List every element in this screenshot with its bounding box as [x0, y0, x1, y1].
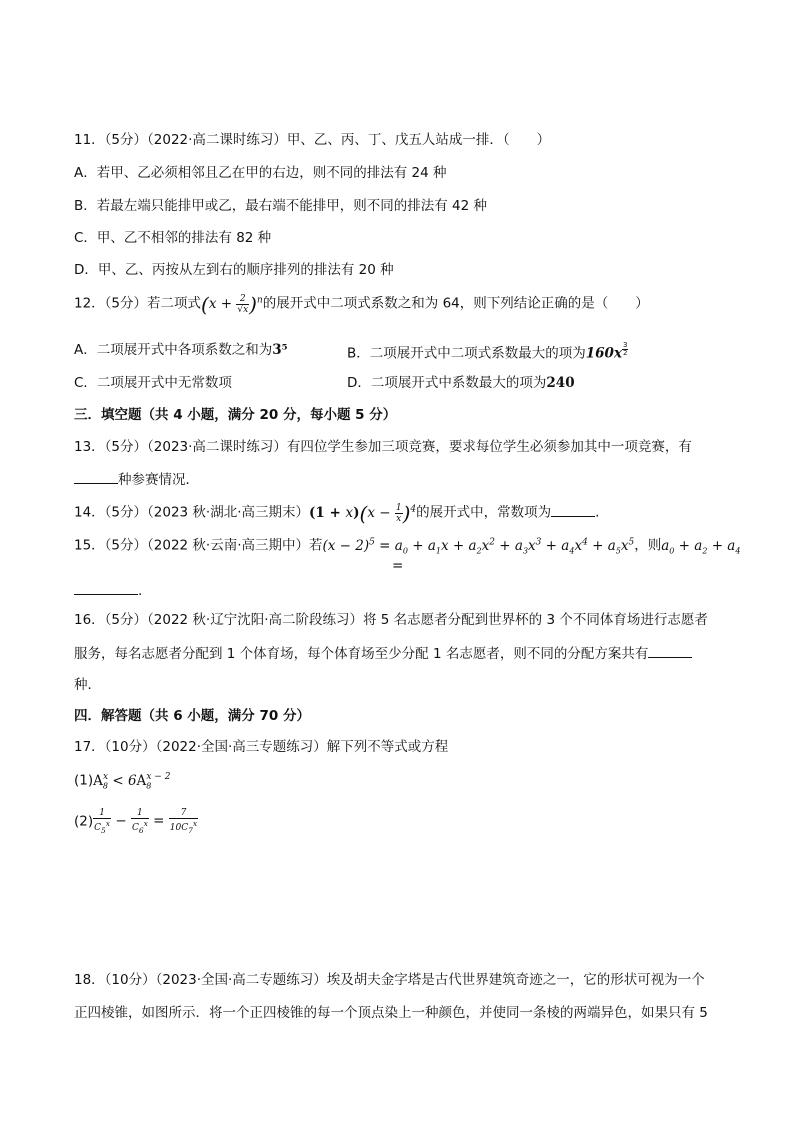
- q14-expression: (1 + x)(x − $\frac{1}{x}$ )$^4$: [309, 501, 417, 525]
- q13-blank[interactable]: [74, 469, 118, 484]
- q11-option-d: D．甲、乙、丙按从左到右的顺序排列的排法有 20 种: [74, 262, 394, 278]
- q11-stem: 11．（5分）（2022·高二课时练习）甲、乙、丙、丁、戊五人站成一排．（ ）: [74, 132, 551, 148]
- q17-part1-math: $A_8^x < 6A_8^{x - 2}$: [93, 772, 171, 791]
- q15-stem: [74, 532, 740, 561]
- q16-blank[interactable]: [648, 643, 692, 658]
- q15-prefix: 15．（5分）（2022 秋·云南·高三期中）若: [74, 537, 323, 554]
- q17-part2: [74, 808, 198, 836]
- q12-option-d: [347, 373, 575, 393]
- q16-line2-text: 服务，每名志愿者分配到 1 个体育场，每个体育场至少分配 1 名志愿者，则不同的分配方案共有: [74, 646, 649, 662]
- q16-line3: 种．: [74, 677, 101, 693]
- q14-prefix: 14．（5分）（2023 秋·湖北·高三期末）: [74, 504, 309, 521]
- q13-line1: 13．（5分）（2023·高二课时练习）有四位学生参加三项竞赛，要求每位学生必须参加其中一项竞赛，有: [74, 439, 692, 455]
- q12-option-a-text: A．二项展开式中各项系数之和为: [74, 342, 273, 358]
- q18-line2: 正四棱锥，如图所示．将一个正四棱锥的每一个顶点染上一种颜色，并使同一条棱的两端异色，如果只有 5: [74, 1005, 708, 1021]
- q15-blank[interactable]: [74, 580, 138, 595]
- q17-part2-math: $\frac{1}{C_5^x}$ − $\frac{1}{C_6^x}$ = $\frac{7}{10C_7^x}$: [94, 808, 198, 835]
- q14-suffix: 的展开式中，常数项为: [416, 504, 552, 521]
- q12-binomial: (x + $\frac{2}{√x}$ )$^n$: [201, 292, 263, 316]
- q17-part2-label: (2): [74, 813, 94, 830]
- q12-suffix: 的展开式中二项式系数之和为 64，则下列结论正确的是（ ）: [262, 295, 649, 312]
- q12-option-a: [74, 340, 288, 360]
- q12-prefix: 12．（5分）若二项式: [74, 295, 202, 312]
- q15-sum: $a_0 + a_2 + a_4$: [661, 537, 741, 556]
- q12-stem: [74, 290, 649, 315]
- q17-stem: 17．（10分）（2022·全国·高三专题练习）解下列不等式或方程: [74, 739, 449, 755]
- q12-option-a-math: 3⁵: [272, 342, 288, 358]
- q13-line2-text: 种参赛情况．: [118, 472, 199, 488]
- q12-option-b-text: B．二项展开式中二项式系数最大的项为: [347, 345, 586, 362]
- q13-line2: [74, 469, 199, 490]
- q18-line1: 18．（10分）（2023·全国·高二专题练习）埃及胡夫金字塔是古代世界建筑奇迹之一，它的形状可视为一个: [74, 972, 705, 988]
- q11-option-c: C．甲、乙不相邻的排法有 82 种: [74, 230, 272, 246]
- q11-option-b: B．若最左端只能排甲或乙，最右端不能排甲，则不同的排法有 42 种: [74, 198, 488, 214]
- section-4-heading: 四．解答题（共 6 小题，满分 70 分）: [74, 708, 310, 724]
- q15-equals: =: [392, 558, 404, 574]
- q12-option-c: C．二项展开式中无常数项: [74, 375, 232, 391]
- q16-line2: [74, 643, 692, 664]
- q12-option-b-math: 160x: [585, 345, 622, 362]
- q12-option-d-math: 240: [546, 375, 575, 391]
- q12-option-b: B．二项展开式中二项式系数最大的项为160x $^{\frac{3}{2}}$: [347, 341, 628, 362]
- q16-line1: 16．（5分）（2022 秋·辽宁沈阳·高二阶段练习）将 5 名志愿者分配到世界杯的 3 个不同体育场进行志愿者: [74, 612, 708, 628]
- q14-stem: 14．（5分）（2023 秋·湖北·高三期末）(1 + x)(x − $\frac{1}{x}$ )$^4$的展开式中，常数项为 .: [74, 501, 600, 525]
- q15-middle: ，则: [634, 537, 662, 554]
- q15-blank-line: .: [74, 580, 142, 601]
- q15-equation: $(x - 2)^5 = a_0 + a_1x + a_2x^2 + a_3x^3 + a_4x^4 + a_5x^5$: [322, 537, 635, 556]
- q17-part1: [74, 767, 170, 796]
- section-3-heading: 三．填空题（共 4 小题，满分 20 分，每小题 5 分）: [74, 407, 397, 423]
- q12-option-d-text: D．二项展开式中系数最大的项为: [347, 375, 547, 391]
- q17-part1-label: (1): [74, 772, 94, 789]
- q11-option-a: A．若甲、乙必须相邻且乙在甲的右边，则不同的排法有 24 种: [74, 165, 447, 181]
- q14-blank[interactable]: [551, 502, 595, 517]
